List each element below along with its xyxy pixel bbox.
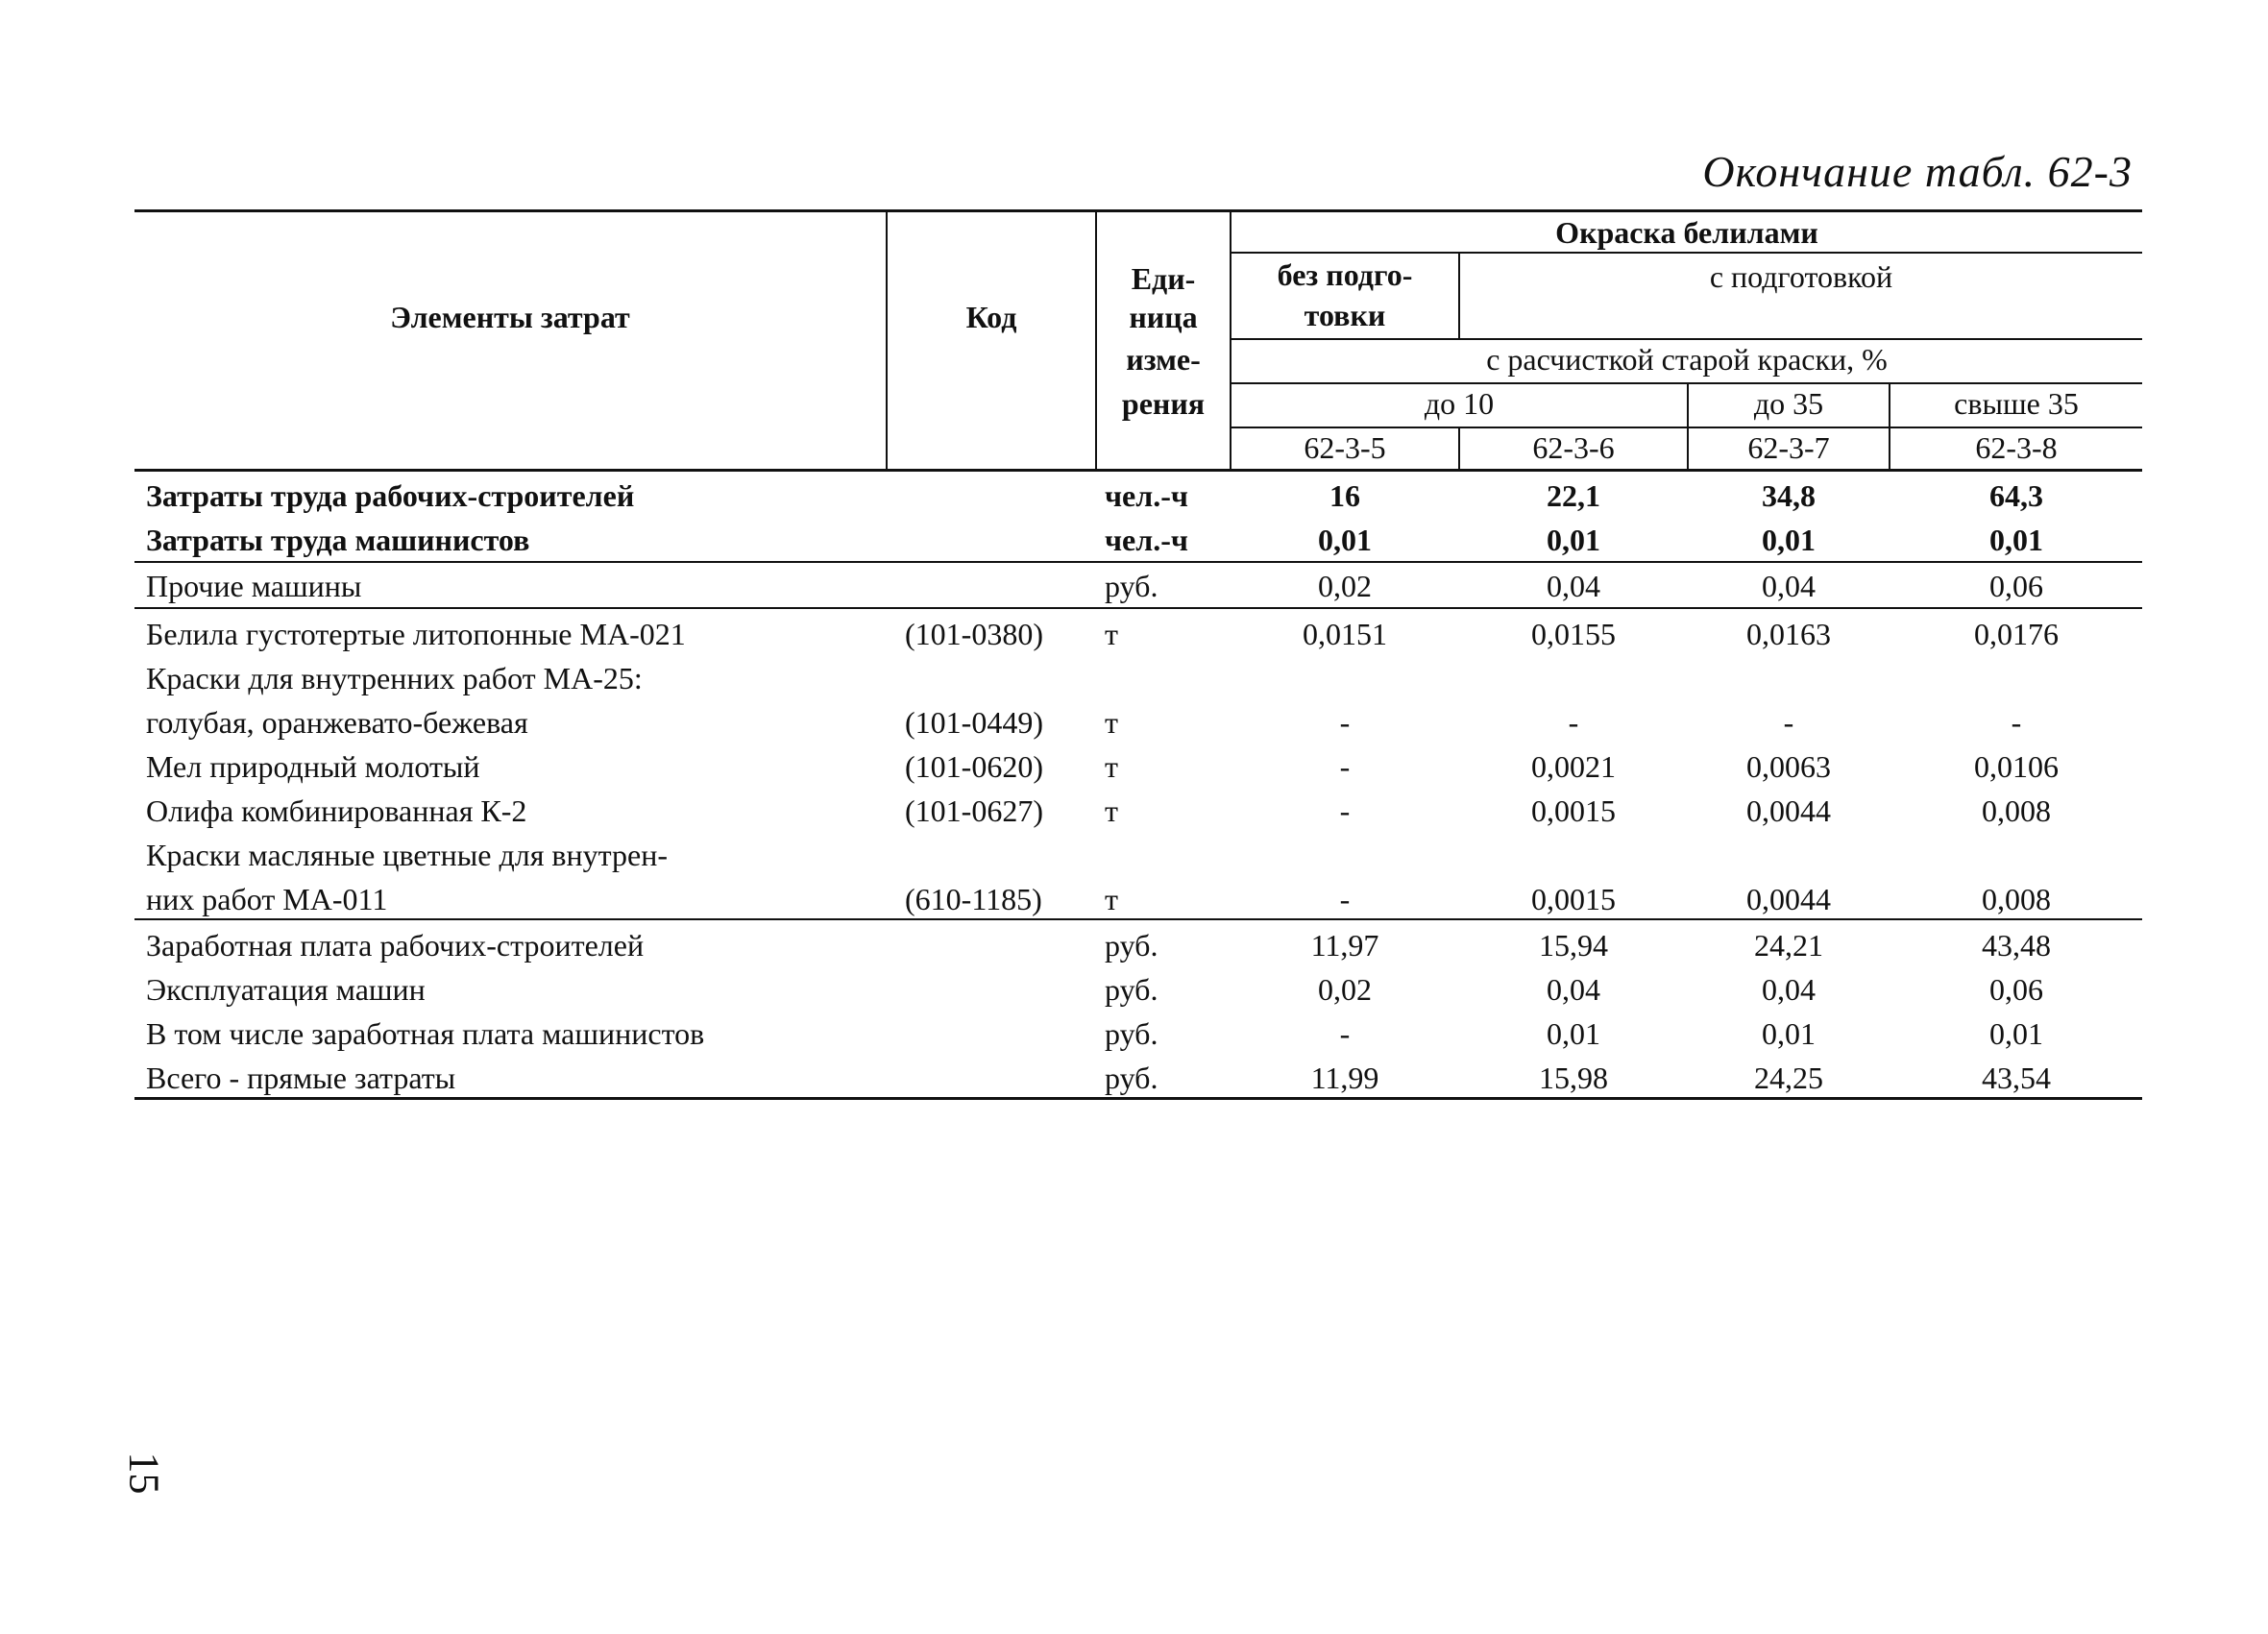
- header-upto35: до 35: [1753, 386, 1824, 421]
- row-value: 15,98: [1539, 1061, 1608, 1095]
- header-unit-line-3: изме-: [1126, 342, 1201, 377]
- section-rule: [134, 918, 2142, 920]
- header-bottom-rule: [134, 469, 2142, 472]
- row-value: 43,48: [1982, 928, 2051, 963]
- row-value: 0,01: [1989, 523, 2043, 557]
- row-name: Краски для внутренних работ МА-25:: [146, 661, 643, 695]
- row-name: Всего - прямые затраты: [146, 1061, 456, 1095]
- row-name: Краски масляные цветные для внутрен-: [146, 838, 668, 872]
- row-value: 0,0015: [1531, 882, 1616, 916]
- header-code-62-3-6: 62-3-6: [1532, 430, 1615, 465]
- row-name: Заработная плата рабочих-строителей: [146, 928, 645, 963]
- row-name: Белила густотертые литопонные МА-021: [146, 617, 686, 651]
- row-name: Олифа комбинированная К-2: [146, 793, 527, 828]
- row-unit: руб.: [1105, 1016, 1158, 1051]
- row-value: 0,0063: [1746, 749, 1831, 784]
- row-value: 0,01: [1989, 1016, 2043, 1051]
- row-value: 0,06: [1989, 569, 2043, 603]
- header-unit-line-2: ница: [1129, 300, 1198, 334]
- row-value: 0,02: [1318, 972, 1372, 1007]
- row-value: 0,0015: [1531, 793, 1616, 828]
- row-code: (101-0380): [905, 617, 1043, 651]
- row-unit: руб.: [1105, 1061, 1158, 1095]
- section-rule: [134, 561, 2142, 563]
- row-value: 0,01: [1547, 1016, 1600, 1051]
- header-no-prep-line-2: товки: [1304, 298, 1386, 332]
- row-value: 0,0044: [1746, 882, 1831, 916]
- row-name: голубая, оранжевато-бежевая: [146, 705, 528, 740]
- row-value: 0,0021: [1531, 749, 1616, 784]
- row-value: 43,54: [1982, 1061, 2051, 1095]
- row-name: Мел природный молотый: [146, 749, 480, 784]
- row-value: 11,99: [1310, 1061, 1379, 1095]
- row-value: 15,94: [1539, 928, 1608, 963]
- row-value: 0,0044: [1746, 793, 1831, 828]
- row-value: -: [1339, 793, 1351, 828]
- row-value: -: [1568, 705, 1579, 740]
- row-value: 0,06: [1989, 972, 2043, 1007]
- row-value: 0,0176: [1974, 617, 2059, 651]
- row-name: Затраты труда рабочих-строителей: [146, 478, 635, 513]
- row-value: 0,04: [1547, 972, 1600, 1007]
- row-value: 22,1: [1547, 478, 1600, 513]
- divider: [886, 209, 888, 471]
- row-value: 0,01: [1318, 523, 1372, 557]
- row-value: -: [1339, 705, 1351, 740]
- row-name: Прочие машины: [146, 569, 362, 603]
- table-caption: Окончание табл. 62-3: [1702, 147, 2133, 196]
- row-value: 0,0106: [1974, 749, 2059, 784]
- row-value: 34,8: [1762, 478, 1816, 513]
- row-value: 0,0163: [1746, 617, 1831, 651]
- row-value: 0,0155: [1531, 617, 1616, 651]
- header-group: Окраска белилами: [1555, 215, 1818, 250]
- row-unit: руб.: [1105, 972, 1158, 1007]
- row-value: 0,01: [1547, 523, 1600, 557]
- row-code: (101-0627): [905, 793, 1043, 828]
- header-code: Код: [965, 300, 1017, 334]
- row-value: 64,3: [1989, 478, 2043, 513]
- header-unit-line-1: Еди-: [1131, 261, 1196, 296]
- row-unit: руб.: [1105, 569, 1158, 603]
- row-value: 0,02: [1318, 569, 1372, 603]
- row-unit: т: [1105, 793, 1118, 828]
- table-top-rule: [134, 209, 2142, 212]
- row-unit: чел.-ч: [1105, 523, 1188, 557]
- row-value: 0,04: [1762, 972, 1816, 1007]
- row-unit: руб.: [1105, 928, 1158, 963]
- row-unit: т: [1105, 705, 1118, 740]
- header-code-62-3-8: 62-3-8: [1975, 430, 2058, 465]
- row-value: 0,01: [1762, 523, 1816, 557]
- row-name: Затраты труда машинистов: [146, 523, 530, 557]
- row-value: 16: [1329, 478, 1360, 513]
- header-over35: свыше 35: [1954, 386, 2079, 421]
- header-no-prep-line-1: без подго-: [1277, 257, 1413, 292]
- row-value: 0,01: [1762, 1016, 1816, 1051]
- row-unit: чел.-ч: [1105, 478, 1188, 513]
- row-code: (610-1185): [905, 882, 1042, 916]
- row-value: 0,04: [1762, 569, 1816, 603]
- row-value: 24,25: [1754, 1061, 1823, 1095]
- row-name: них работ МА-011: [146, 882, 388, 916]
- header-code-62-3-5: 62-3-5: [1304, 430, 1386, 465]
- header-elements: Элементы затрат: [390, 300, 630, 334]
- row-code: (101-0449): [905, 705, 1043, 740]
- row-value: -: [1339, 1016, 1351, 1051]
- row-value: 0,0151: [1303, 617, 1387, 651]
- table-bottom-rule: [134, 1097, 2142, 1100]
- row-value: -: [1339, 882, 1351, 916]
- row-value: 0,04: [1547, 569, 1600, 603]
- row-value: -: [1783, 705, 1794, 740]
- row-unit: т: [1105, 617, 1118, 651]
- header-upto10: до 10: [1424, 386, 1495, 421]
- row-unit: т: [1105, 882, 1118, 916]
- section-rule: [134, 607, 2142, 609]
- row-value: -: [1339, 749, 1351, 784]
- header-unit-line-4: рения: [1121, 386, 1206, 421]
- row-name: Эксплуатация машин: [146, 972, 426, 1007]
- divider: [1230, 252, 2142, 254]
- row-value: 0,008: [1982, 882, 2051, 916]
- header-code-62-3-7: 62-3-7: [1747, 430, 1830, 465]
- row-code: (101-0620): [905, 749, 1043, 784]
- row-value: 0,008: [1982, 793, 2051, 828]
- header-cleaning: с расчисткой старой краски, %: [1486, 342, 1888, 377]
- row-unit: т: [1105, 749, 1118, 784]
- row-value: 24,21: [1754, 928, 1823, 963]
- row-value: 11,97: [1310, 928, 1379, 963]
- header-with-prep: с подготовкой: [1709, 259, 1893, 294]
- row-value: -: [2011, 705, 2022, 740]
- row-name: В том числе заработная плата машинистов: [146, 1016, 705, 1051]
- page-number: 15: [120, 1451, 168, 1495]
